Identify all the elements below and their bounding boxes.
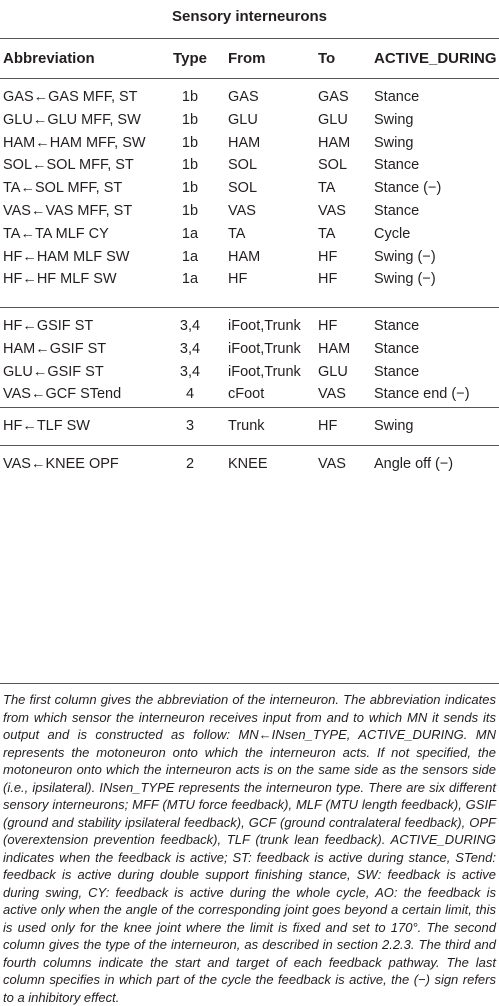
active-during-cell: Swing [374, 418, 414, 434]
active-during-cell: Stance [374, 340, 420, 357]
abbreviation-cell: HAM←HAM MFF, SW [3, 134, 146, 151]
abbreviation-cell: TA←TA MLF CY [3, 225, 109, 242]
from-cell: SOL [228, 157, 258, 174]
table-title: Sensory interneurons [171, 8, 328, 25]
active-during-cell: Stance [374, 89, 420, 105]
active-during-cell: Swing [374, 111, 414, 128]
type-cell: 1b [181, 180, 199, 197]
from-cell: GLU [228, 111, 258, 128]
table-row [0, 338, 499, 360]
to-cell: VAS [318, 203, 346, 219]
to-cell: HF [318, 318, 338, 334]
table-row [0, 361, 499, 383]
table-row [0, 200, 499, 222]
from-cell: VAS [228, 203, 256, 219]
abbreviation-cell: VAS←GCF STend [3, 386, 122, 403]
type-cell: 4 [185, 386, 195, 403]
abbreviation-cell: GLU←GSIF ST [3, 363, 104, 380]
table-row [0, 453, 499, 475]
type-cell: 1a [181, 271, 199, 288]
to-cell: SOL [318, 157, 348, 174]
type-cell: 1b [181, 157, 199, 174]
type-cell: 3,4 [179, 340, 201, 357]
table-row [0, 109, 499, 131]
header-rule [0, 78, 499, 79]
group-separator [0, 445, 499, 446]
active-during-cell: Cycle [374, 225, 411, 242]
header-active-during: ACTIVE_DURING [374, 50, 497, 67]
to-cell: GAS [318, 89, 349, 105]
from-cell: HAM [228, 248, 261, 265]
abbreviation-cell: HAM←GSIF ST [3, 340, 107, 357]
to-cell: HF [318, 418, 338, 434]
active-during-cell: Swing (−) [374, 248, 436, 265]
type-cell: 1a [181, 248, 199, 265]
type-cell: 1b [181, 134, 199, 151]
table-row [0, 154, 499, 176]
top-rule [0, 38, 499, 39]
abbreviation-cell: GLU←GLU MFF, SW [3, 111, 141, 128]
from-cell: iFoot,Trunk [228, 340, 301, 357]
abbreviation-cell: HF←GSIF ST [3, 318, 94, 334]
type-cell: 3,4 [179, 318, 201, 334]
header-to: To [318, 50, 336, 67]
from-cell: SOL [228, 180, 258, 197]
bottom-rule [0, 683, 499, 684]
active-during-cell: Stance [374, 157, 420, 174]
table-row [0, 223, 499, 245]
from-cell: cFoot [228, 386, 265, 403]
type-cell: 2 [185, 456, 195, 472]
active-during-cell: Stance [374, 363, 420, 380]
type-cell: 1b [181, 89, 199, 105]
type-cell: 3,4 [179, 363, 201, 380]
to-cell: HF [318, 271, 338, 288]
active-during-cell: Stance [374, 318, 420, 334]
active-during-cell: Swing (−) [374, 271, 436, 288]
type-cell: 1b [181, 111, 199, 128]
from-cell: TA [228, 225, 246, 242]
type-cell: 3 [185, 418, 195, 434]
to-cell: TA [318, 180, 336, 197]
table-row [0, 177, 499, 199]
active-during-cell: Stance [374, 203, 420, 219]
to-cell: GLU [318, 111, 348, 128]
from-cell: iFoot,Trunk [228, 318, 301, 334]
table-row [0, 268, 499, 290]
to-cell: HF [318, 248, 338, 265]
table-caption: The first column gives the abbreviation of the interneuron. The abbreviation indicates from which sensor the interneuron receives input from and to which MN it sends its output and is constructed as follow: MN←INsen_TYPE, ACTIVE_DURING. MN represents the motoneuron onto which the interneuron acts. If not specified, the motoneuron onto which the interneuron acts is on the same side as the sensors side (i.e., ipsilateral). INsen_TYPE represents the interneuron type. There are six different sensory interneurons; MFF (MTU force feedback), MLF (MTU length feedback), GSIF (ground and stability ipsilateral feedback), GCF (ground contralateral feedback), OPF (overextension prevention feedback), TLF (trunk lean feedback). ACTIVE_DURING indicates when the feedback is active; ST: feedback is active during stance, STend: feedback is active during double support finishing stance, SW: feedback is active during swing, CY: feedback is active during the whole cycle, AO: the feedback is active only when the angle of the corresponding joint goes beyond a certain limit, this is used only for the knee joint where the limit is fixed and set to 170°. The second column gives the type of the interneuron, as described in section 2.2.3. The third and fourth columns indicate the start and target of each feedback pathway. The last column specifies in which part of the cycle the feedback is active, the (−) sign refers to a inhibitory effect. [3, 692, 496, 1005]
type-cell: 1a [181, 225, 199, 242]
to-cell: HAM [318, 134, 351, 151]
from-cell: Trunk [228, 418, 265, 434]
header-type: Type [173, 50, 207, 67]
active-during-cell: Stance end (−) [374, 386, 470, 403]
abbreviation-cell: HF←HAM MLF SW [3, 248, 130, 265]
group-separator [0, 407, 499, 408]
abbreviation-cell: VAS←VAS MFF, ST [3, 203, 133, 219]
active-during-cell: Swing [374, 134, 414, 151]
from-cell: HAM [228, 134, 261, 151]
header-abbreviation: Abbreviation [3, 50, 95, 67]
table-row [0, 132, 499, 154]
to-cell: TA [318, 225, 336, 242]
abbreviation-cell: HF←HF MLF SW [3, 271, 117, 288]
type-cell: 1b [181, 203, 199, 219]
table-row [0, 246, 499, 268]
abbreviation-cell: SOL←SOL MFF, ST [3, 157, 134, 174]
to-cell: HAM [318, 340, 351, 357]
header-from: From [228, 50, 266, 67]
table-row [0, 415, 499, 437]
table-row [0, 383, 499, 405]
to-cell: VAS [318, 456, 346, 472]
abbreviation-cell: GAS←GAS MFF, ST [3, 89, 138, 105]
to-cell: GLU [318, 363, 348, 380]
active-during-cell: Angle off (−) [374, 456, 454, 472]
from-cell: HF [228, 271, 248, 288]
abbreviation-cell: VAS←KNEE OPF [3, 456, 119, 472]
from-cell: KNEE [228, 456, 268, 472]
group-separator [0, 307, 499, 308]
abbreviation-cell: TA←SOL MFF, ST [3, 180, 123, 197]
table-row [0, 315, 499, 337]
to-cell: VAS [318, 386, 346, 403]
from-cell: GAS [228, 89, 259, 105]
active-during-cell: Stance (−) [374, 180, 442, 197]
abbreviation-cell: HF←TLF SW [3, 418, 90, 434]
table-row [0, 86, 499, 108]
from-cell: iFoot,Trunk [228, 363, 301, 380]
